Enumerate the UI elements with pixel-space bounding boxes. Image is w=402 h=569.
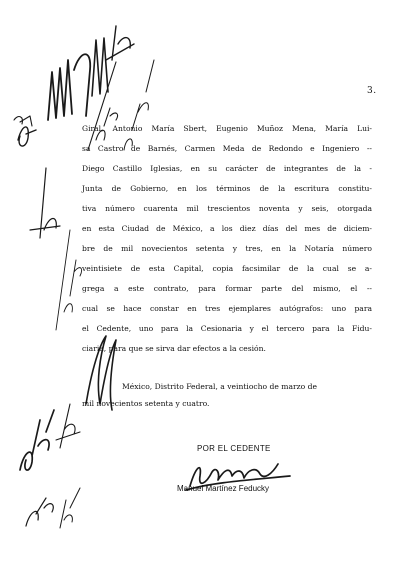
initial-mark-3 — [48, 54, 90, 120]
initial-mark-11 — [60, 488, 80, 528]
body-line: Junta de Gobierno, en los términos de la escritura constitu- — [82, 184, 372, 193]
initial-mark-6 — [30, 168, 60, 238]
initial-mark-9 — [20, 410, 54, 470]
body-line: el Cedente, uno para la Cesionaria y el tercero para la Fidu- — [82, 324, 372, 333]
initial-mark-1 — [18, 127, 36, 146]
initial-mark-4 — [92, 38, 108, 96]
handwritten-name-top — [88, 62, 118, 150]
body-line: Giral, Antonio María Sbert, Eugenio Muñoz Mena, María Lui- — [82, 124, 372, 133]
initial-mark-10 — [26, 498, 53, 526]
body-line: bre de mil novecientos setenta y tres, en la Notaría número — [82, 244, 372, 253]
body-line: en esta Ciudad de México, a los diez días del mes de diciem- — [82, 224, 372, 233]
body-line: veintisiete de esta Capital, copia facsimilar de la cual se a- — [82, 264, 372, 273]
handwritten-annotation — [56, 230, 82, 330]
body-line: Diego Castillo Iglesias, en su carácter de integrantes de la - — [82, 164, 372, 173]
date-line: mil novecientos setenta y cuatro. — [82, 399, 210, 408]
body-line: sa Castro de Barnés, Carmen Meda de Redondo e Ingeniero -- — [82, 144, 372, 153]
body-line: grega a este contrato, para formar parte del mismo, el -- — [82, 284, 372, 293]
initial-mark-2 — [14, 116, 32, 126]
handwritten-name-right — [124, 60, 154, 150]
signature-label: POR EL CEDENTE — [197, 444, 271, 453]
initial-mark-5 — [106, 26, 134, 60]
date-line: México, Distrito Federal, a veintiocho de marzo de — [122, 382, 318, 391]
body-line: ciaria, para que se sirva dar efectos a la cesión. — [82, 344, 266, 353]
initial-mark-8 — [56, 404, 80, 448]
page-number: 3. — [367, 86, 377, 96]
body-line: tiva número cuarenta mil trescientos noventa y seis, otorgada — [82, 204, 372, 213]
body-line: cual se hace constar en tres ejemplares autógrafos: uno para — [82, 304, 372, 313]
signatory-name: Manuel Martínez Feducky — [177, 484, 270, 493]
